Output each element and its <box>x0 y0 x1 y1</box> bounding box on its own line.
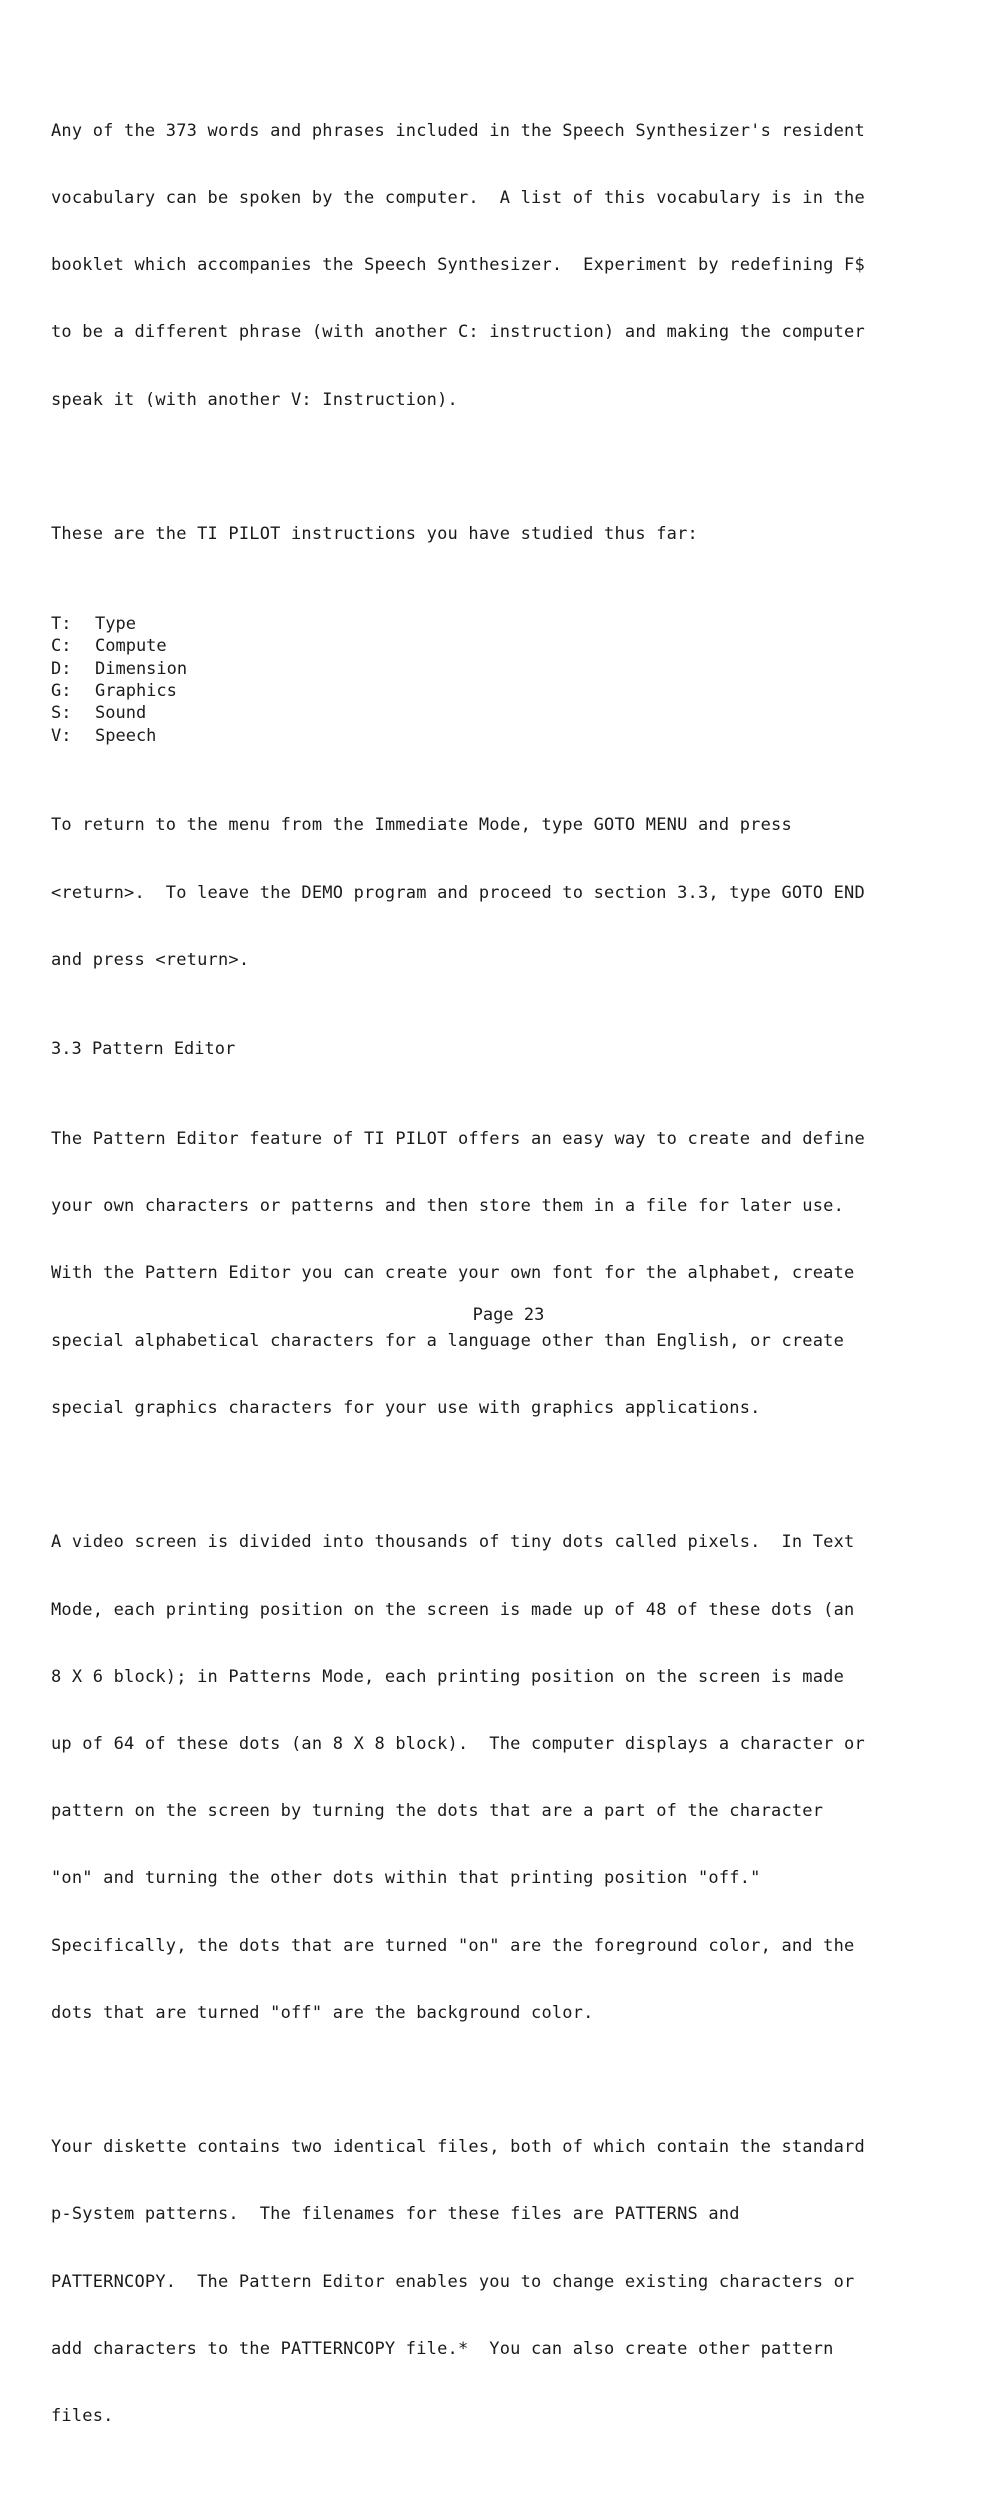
text-line: These are the TI PILOT instructions you have studied thus far: <box>51 524 698 545</box>
instruction-name: Speech <box>95 725 157 746</box>
text-line: speak it (with another V: Instruction). <box>51 389 458 410</box>
paragraph-pattern-editor-intro <box>51 1083 951 1464</box>
text-line: booklet which accompanies the Speech Synthesizer. Experiment by redefining F$ <box>51 255 865 276</box>
text-line: special alphabetical characters for a language other than English, or create <box>51 1330 845 1351</box>
text-line: p-System patterns. The filenames for these files are PATTERNS and <box>51 2204 740 2225</box>
instruction-item <box>51 680 951 702</box>
instruction-name: Graphics <box>95 680 177 701</box>
text-line: and press <return>. <box>51 949 250 970</box>
paragraph-speech-vocabulary <box>51 75 951 456</box>
text-line: Your diskette contains two identical files, both of which contain the standard <box>51 2137 865 2158</box>
paragraph-return-to-menu <box>51 770 951 1016</box>
instruction-code: S: <box>51 703 72 724</box>
text-line: up of 64 of these dots (an 8 X 8 block). The computer displays a character or <box>51 1733 865 1754</box>
instruction-code: D: <box>51 658 72 679</box>
instruction-code: T: <box>51 613 72 634</box>
text-line: The Pattern Editor feature of TI PILOT offers an easy way to create and define <box>51 1129 865 1150</box>
instruction-code: G: <box>51 680 72 701</box>
section-heading: 3.3 Pattern Editor <box>51 1039 236 1060</box>
text-line: dots that are turned "off" are the background color. <box>51 2002 594 2023</box>
instruction-name: Compute <box>95 636 167 657</box>
text-line: With the Pattern Editor you can create your own font for the alphabet, create <box>51 1263 855 1284</box>
paragraph-instructions-intro <box>51 478 951 590</box>
text-line: add characters to the PATTERNCOPY file.* You can also create other pattern <box>51 2338 834 2359</box>
instruction-name: Sound <box>95 703 147 724</box>
instruction-item <box>51 613 951 635</box>
paragraph-pixels <box>51 1487 951 2070</box>
instruction-item <box>51 702 951 724</box>
text-line: <return>. To leave the DEMO program and proceed to section 3.3, type GOTO END <box>51 882 865 903</box>
text-line: To return to the menu from the Immediate Mode, type GOTO MENU and press <box>51 815 792 836</box>
text-line: Any of the 373 words and phrases included in the Speech Synthesizer's resident <box>51 120 865 141</box>
text-line: files. <box>51 2406 114 2427</box>
text-line: PATTERNCOPY. The Pattern Editor enables you to change existing characters or <box>51 2271 855 2292</box>
text-line: vocabulary can be spoken by the computer. A list of this vocabulary is in the <box>51 188 865 209</box>
instruction-item <box>51 658 951 680</box>
text-line: 8 X 6 block); in Patterns Mode, each printing position on the screen is made <box>51 1666 845 1687</box>
text-line: pattern on the screen by turning the dots that are a part of the character <box>51 1801 824 1822</box>
instruction-name: Type <box>95 613 136 634</box>
instruction-item <box>51 725 951 747</box>
text-line: Mode, each printing position on the screen is made up of 48 of these dots (an <box>51 1599 855 1620</box>
text-line: to be a different phrase (with another C: instruction) and making the computer <box>51 322 865 343</box>
instruction-list <box>51 613 951 747</box>
instruction-code: C: <box>51 636 72 657</box>
text-line: Specifically, the dots that are turned "on" are the foreground color, and the <box>51 1935 855 1956</box>
text-line: your own characters or patterns and then store them in a file for later use. <box>51 1196 845 1217</box>
text-line: "on" and turning the other dots within that printing position "off." <box>51 1868 761 1889</box>
instruction-name: Dimension <box>95 658 188 679</box>
document-body <box>51 75 951 2495</box>
instruction-code: V: <box>51 725 72 746</box>
text-line: A video screen is divided into thousands of tiny dots called pixels. In Text <box>51 1532 855 1553</box>
page-number: Page 23 <box>472 1305 545 1325</box>
text-line: special graphics characters for your use with graphics applications. <box>51 1397 761 1418</box>
instruction-item <box>51 635 951 657</box>
paragraph-diskette-files <box>51 2091 951 2472</box>
